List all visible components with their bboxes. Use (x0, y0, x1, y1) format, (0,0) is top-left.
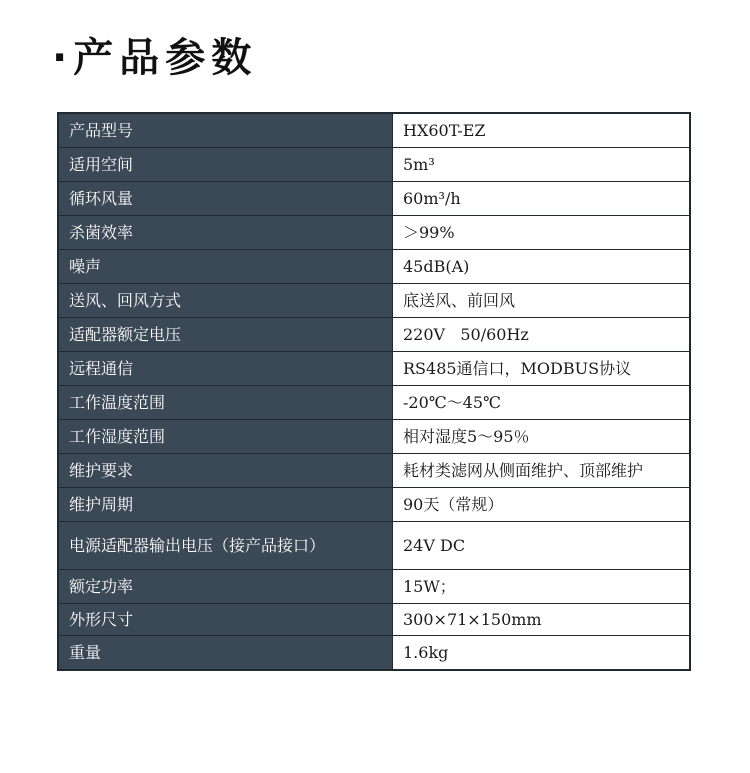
spec-row-airflow (58, 182, 690, 216)
spec-value: 耗材类滤网从侧面维护、顶部维护 (393, 454, 691, 488)
spec-label: 维护周期 (58, 488, 393, 522)
spec-row-maintenance-cycle (58, 488, 690, 522)
spec-label: 杀菌效率 (58, 216, 393, 250)
spec-value: 底送风、前回风 (393, 284, 691, 318)
spec-label: 维护要求 (58, 454, 393, 488)
spec-row-remote-comm (58, 352, 690, 386)
spec-value: 15W； (393, 570, 691, 604)
spec-label: 循环风量 (58, 182, 393, 216)
spec-value: 45dB(A) (393, 250, 691, 284)
spec-row-output-voltage (58, 522, 690, 570)
spec-value: 60m³/h (393, 182, 691, 216)
spec-label: 送风、回风方式 (58, 284, 393, 318)
spec-row-model (58, 113, 690, 148)
spec-label: 电源适配器输出电压（接产品接口） (58, 522, 393, 570)
spec-label: 远程通信 (58, 352, 393, 386)
spec-value: RS485通信口，MODBUS协议 (393, 352, 691, 386)
spec-label: 适用空间 (58, 148, 393, 182)
spec-value: 220V 50/60Hz (393, 318, 691, 352)
spec-value: -20℃～45℃ (393, 386, 691, 420)
spec-row-maintenance (58, 454, 690, 488)
spec-value: ＞99% (393, 216, 691, 250)
page-title: ·产品参数 (52, 35, 258, 81)
spec-label: 产品型号 (58, 113, 393, 148)
spec-label: 噪声 (58, 250, 393, 284)
spec-value: 5m³ (393, 148, 691, 182)
spec-value: 90天（常规） (393, 488, 691, 522)
spec-row-temperature (58, 386, 690, 420)
spec-row-rated-power (58, 570, 690, 604)
spec-row-dimensions (58, 604, 690, 636)
spec-value: 1.6kg (393, 636, 691, 671)
spec-label: 工作湿度范围 (58, 420, 393, 454)
spec-label: 重量 (58, 636, 393, 671)
spec-row-air-mode (58, 284, 690, 318)
spec-label: 适配器额定电压 (58, 318, 393, 352)
spec-row-space (58, 148, 690, 182)
spec-row-weight (58, 636, 690, 671)
spec-row-sterilization (58, 216, 690, 250)
spec-label: 工作温度范围 (58, 386, 393, 420)
spec-row-adapter-voltage (58, 318, 690, 352)
spec-value: 300×71×150mm (393, 604, 691, 636)
spec-table (57, 112, 691, 671)
spec-row-noise (58, 250, 690, 284)
spec-label: 额定功率 (58, 570, 393, 604)
spec-row-humidity (58, 420, 690, 454)
spec-value: 24V DC (393, 522, 691, 570)
spec-label: 外形尺寸 (58, 604, 393, 636)
spec-value: HX60T-EZ (393, 113, 691, 148)
spec-value: 相对湿度5～95％ (393, 420, 691, 454)
